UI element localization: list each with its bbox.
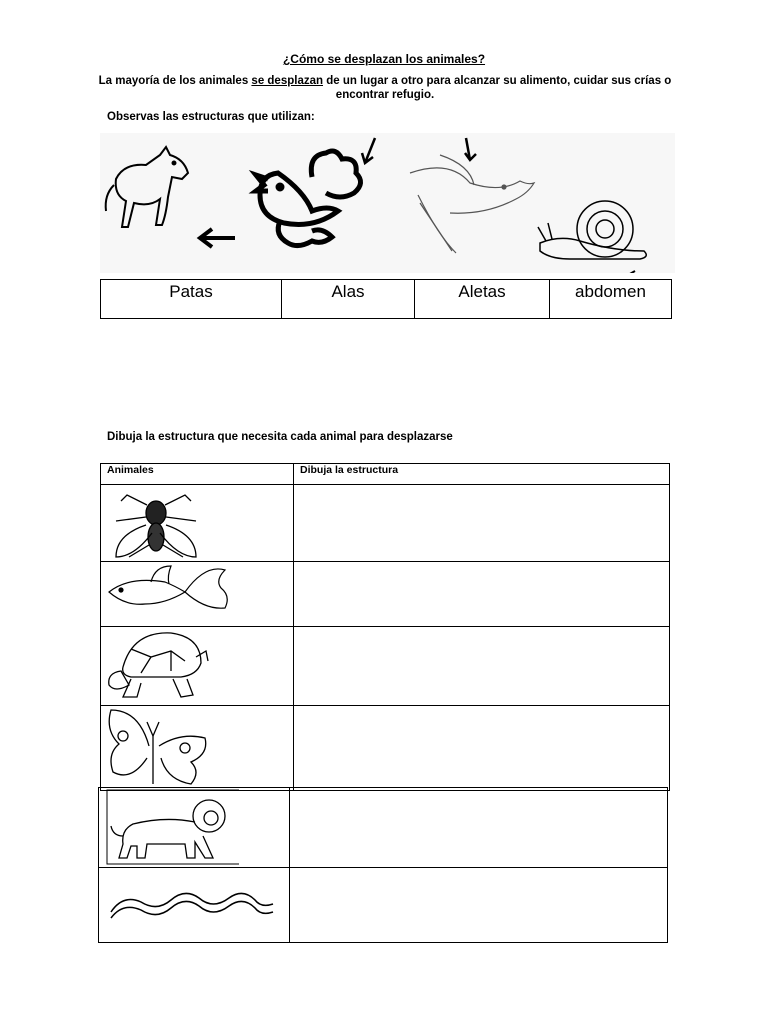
turtle-icon	[101, 627, 211, 705]
intro-paragraph: La mayoría de los animales se desplazan de un lugar a otro para alcanzar su alimento, cuidar sus crías o encontrar refugio.	[98, 75, 672, 101]
structures-table	[100, 279, 672, 319]
drawing-area[interactable]	[294, 485, 670, 562]
drawing-area[interactable]	[290, 788, 668, 868]
draw-table	[100, 463, 670, 791]
page-title: ¿Cómo se desplazan los animales?	[282, 52, 486, 66]
structure-label: abdomen	[550, 280, 672, 319]
animal-cell	[101, 627, 294, 706]
butterfly-icon	[101, 706, 211, 790]
worm-icon	[99, 868, 279, 942]
structure-label: Patas	[101, 280, 282, 319]
intro-underlined: se desplazan	[251, 75, 324, 87]
animal-cell	[99, 788, 290, 868]
header-draw: Dibuja la estructura	[294, 464, 670, 485]
drawing-area[interactable]	[294, 706, 670, 791]
fly-icon	[101, 485, 211, 561]
lion-icon	[99, 788, 239, 866]
drawing-area[interactable]	[294, 562, 670, 627]
draw-table-continued	[98, 787, 668, 943]
observe-heading: Observas las estructuras que utilizan:	[107, 111, 315, 123]
animal-cell	[99, 868, 290, 943]
animal-cell	[101, 485, 294, 562]
drawing-area[interactable]	[294, 627, 670, 706]
structure-label: Alas	[282, 280, 415, 319]
drawing-area[interactable]	[290, 868, 668, 943]
goldfish-icon	[101, 562, 231, 626]
structure-label: Aletas	[415, 280, 550, 319]
draw-heading: Dibuja la estructura que necesita cada animal para desplazarse	[107, 431, 453, 443]
header-animals: Animales	[101, 464, 294, 485]
animal-cell	[101, 706, 294, 791]
animal-cell	[101, 562, 294, 627]
animals-illustration	[100, 133, 675, 273]
